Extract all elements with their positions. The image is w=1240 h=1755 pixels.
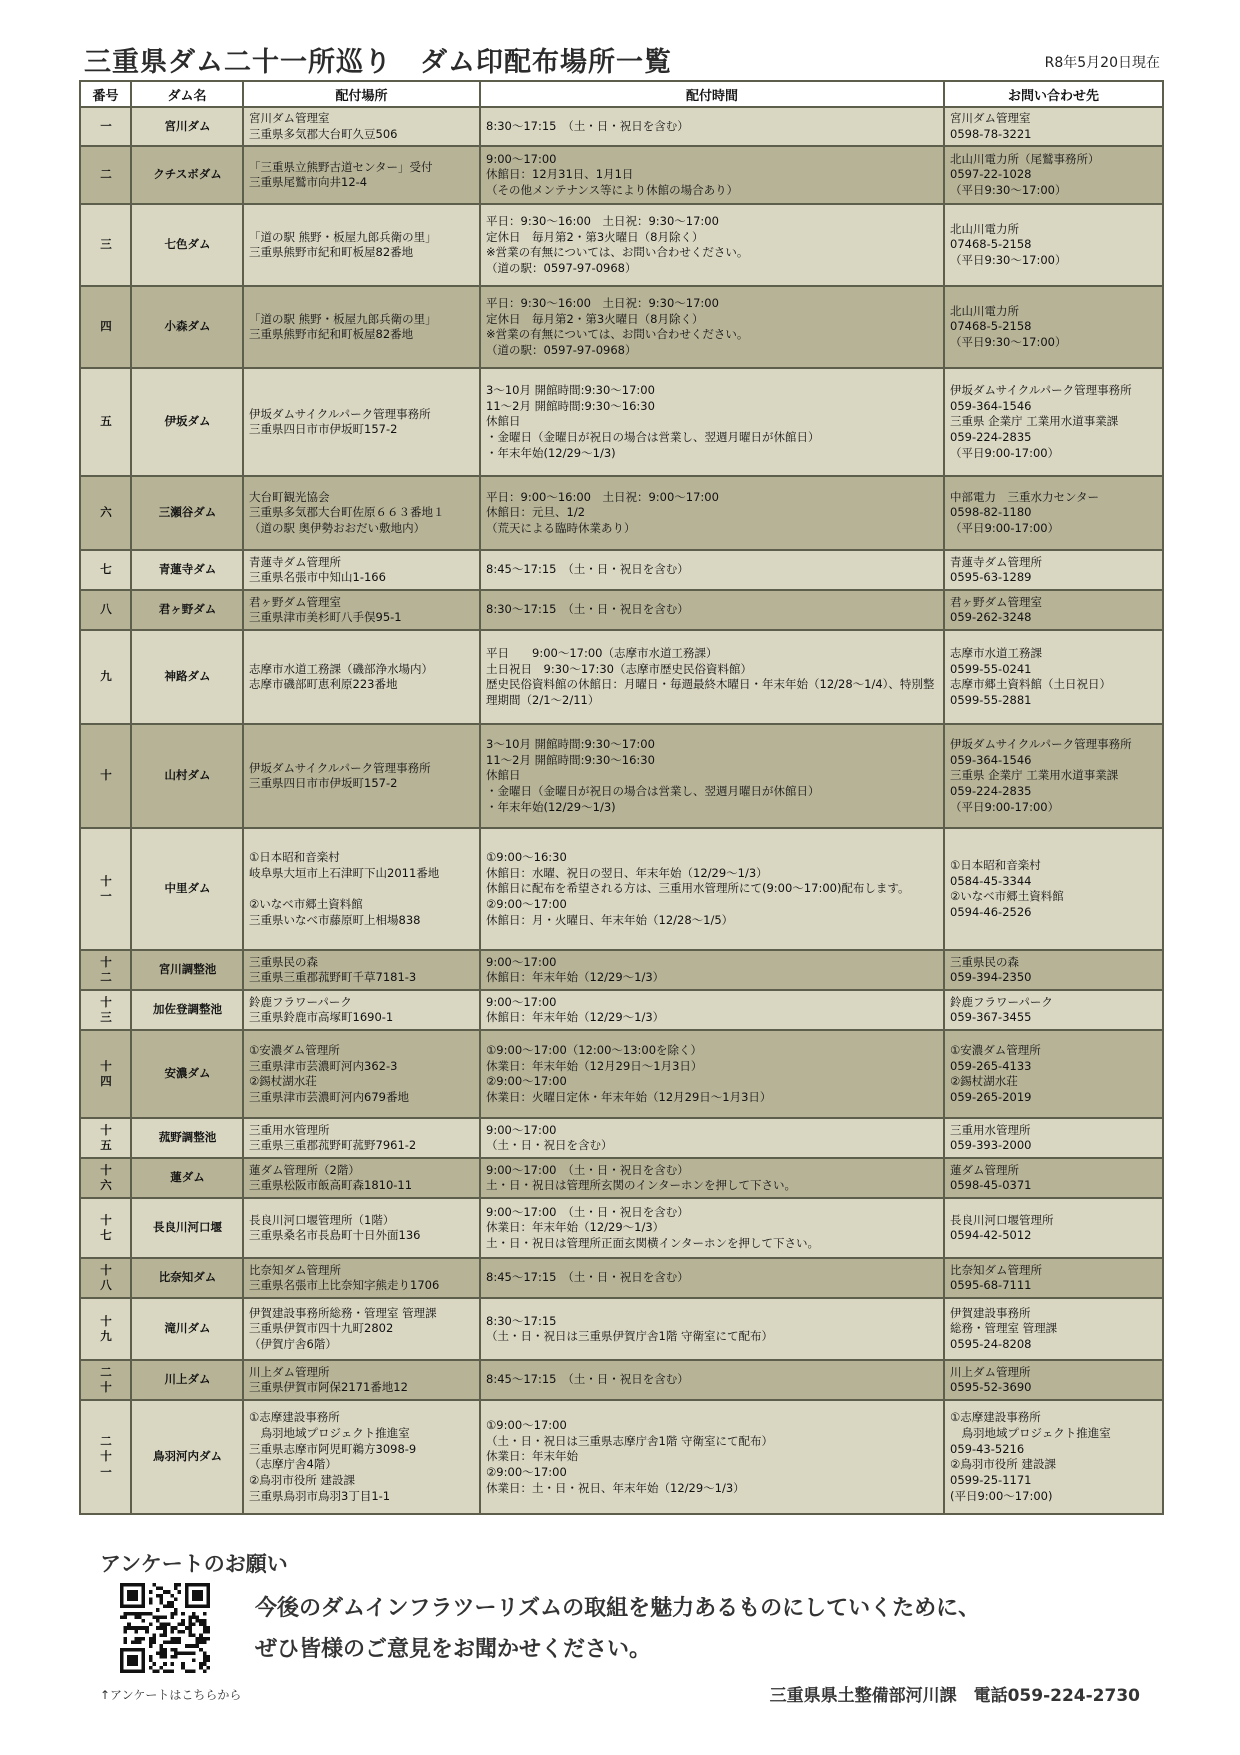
row-place: 伊賀建設事務所総務・管理室 管理課 三重県伊賀市四十九町2802 （伊賀庁舎6階）	[243, 1298, 480, 1360]
row-contact: 比奈知ダム管理所 0595-68-7111	[944, 1258, 1163, 1298]
row-time: 8:45～17:15 （土・日・祝日を含む）	[480, 550, 944, 590]
footer-contact: 三重県県土整備部河川課 電話059-224-2730	[769, 1686, 1140, 1706]
row-contact: 川上ダム管理所 0595-52-3690	[944, 1360, 1163, 1400]
row-contact: 伊坂ダムサイクルパーク管理事務所 059-364-1546 三重県 企業庁 工業用水道事業課 059-224-2835 （平日9:00-17:00）	[944, 724, 1163, 828]
row-place: 志摩市水道工務課（磯部浄水場内） 志摩市磯部町恵利原223番地	[243, 630, 480, 724]
row-time: 9:00～17:00 休館日：年末年始（12/29～1/3）	[480, 990, 944, 1030]
row-place: 鈴鹿フラワーパーク 三重県鈴鹿市高塚町1690-1	[243, 990, 480, 1030]
row-contact: ①安濃ダム管理所 059-265-4133 ②錫杖湖水荘 059-265-2019	[944, 1030, 1163, 1118]
row-place: ①日本昭和音楽村 岐阜県大垣市上石津町下山2011番地 ②いなべ市郷土資料館 三重県いなべ市藤原町上相場838	[243, 828, 480, 950]
row-time: 9:00～17:00 （土・日・祝日を含む）	[480, 1118, 944, 1158]
row-time: 平日：9:30～16:00 土日祝：9:30～17:00 定休日 毎月第2・第3火曜日（8月除く） ※営業の有無については、お問い合わせください。 （道の駅：0597-97-0968）	[480, 204, 944, 286]
table-row	[80, 1360, 1163, 1400]
row-number: 五	[80, 368, 131, 476]
row-dam-name: 三瀬谷ダム	[131, 476, 243, 550]
column-header-place: 配付場所	[243, 81, 480, 107]
table-row	[80, 286, 1163, 368]
row-number: 十	[80, 724, 131, 828]
page-title: 三重県ダム二十一所巡り ダム印配布場所一覧	[84, 47, 672, 78]
row-dam-name: 宮川ダム	[131, 107, 243, 146]
column-header-dam: ダム名	[131, 81, 243, 107]
row-place: 「道の駅 熊野・板屋九郎兵衛の里」 三重県熊野市紀和町板屋82番地	[243, 286, 480, 368]
column-header-contact: お問い合わせ先	[944, 81, 1163, 107]
row-place: 長良川河口堰管理所（1階） 三重県桑名市長島町十日外面136	[243, 1198, 480, 1258]
row-place: 川上ダム管理所 三重県伊賀市阿保2171番地12	[243, 1360, 480, 1400]
row-place: 伊坂ダムサイクルパーク管理事務所 三重県四日市市伊坂町157-2	[243, 368, 480, 476]
row-place: 「三重県立熊野古道センター」受付 三重県尾鷲市向井12-4	[243, 146, 480, 204]
table-header-row	[80, 81, 1163, 107]
row-time: 平日：9:00～16:00 土日祝：9:00～17:00 休館日：元旦、1/2 （荒天による臨時休業あり）	[480, 476, 944, 550]
table-row	[80, 1118, 1163, 1158]
row-dam-name: 川上ダム	[131, 1360, 243, 1400]
row-contact: 宮川ダム管理室 0598-78-3221	[944, 107, 1163, 146]
row-number: 十 六	[80, 1158, 131, 1198]
row-time: 8:30～17:15 （土・日・祝日を含む）	[480, 590, 944, 630]
row-number: 十 八	[80, 1258, 131, 1298]
table-row	[80, 1298, 1163, 1360]
table-row	[80, 724, 1163, 828]
row-time: 3～10月 開館時間:9:30～17:00 11～2月 開館時間:9:30～16:30 休館日 ・金曜日（金曜日が祝日の場合は営業し、翌週月曜日が休館日） ・年末年始(12/29～1/3)	[480, 724, 944, 828]
row-number: 九	[80, 630, 131, 724]
table-row	[80, 107, 1163, 146]
row-dam-name: 菰野調整池	[131, 1118, 243, 1158]
row-number: 四	[80, 286, 131, 368]
row-dam-name: 伊坂ダム	[131, 368, 243, 476]
row-number: 十 四	[80, 1030, 131, 1118]
row-number: 十 五	[80, 1118, 131, 1158]
table-row	[80, 476, 1163, 550]
row-contact: 三重県民の森 059-394-2350	[944, 950, 1163, 990]
row-dam-name: 比奈知ダム	[131, 1258, 243, 1298]
row-time: ①9:00～16:30 休館日：水曜、祝日の翌日、年末年始（12/29～1/3） 休館日に配布を希望される方は、三重用水管理所にて(9:00～17:00)配布します。 ②9:00～17:00 休館日：月・火曜日、年末年始（12/28～1/5）	[480, 828, 944, 950]
row-time: 9:00～17:00 （土・日・祝日を含む） 休業日：年末年始（12/29～1/3） 土・日・祝日は管理所正面玄関横インターホンを押して下さい。	[480, 1198, 944, 1258]
row-contact: ①日本昭和音楽村 0584-45-3344 ②いなべ市郷土資料館 0594-46-2526	[944, 828, 1163, 950]
row-number: 二 十	[80, 1360, 131, 1400]
row-contact: 鈴鹿フラワーパーク 059-367-3455	[944, 990, 1163, 1030]
row-dam-name: 山村ダム	[131, 724, 243, 828]
row-number: 十 三	[80, 990, 131, 1030]
table-row	[80, 368, 1163, 476]
row-contact: 三重用水管理所 059-393-2000	[944, 1118, 1163, 1158]
row-place: 三重用水管理所 三重県三重郡菰野町菰野7961-2	[243, 1118, 480, 1158]
row-time: ①9:00～17:00（12:00～13:00を除く） 休業日：年末年始（12月29日～1月3日） ②9:00～17:00 休業日：火曜日定休・年末年始（12月29日～1月3日）	[480, 1030, 944, 1118]
row-number: 三	[80, 204, 131, 286]
row-number: 二 十 一	[80, 1400, 131, 1514]
row-place: 伊坂ダムサイクルパーク管理事務所 三重県四日市市伊坂町157-2	[243, 724, 480, 828]
row-number: 八	[80, 590, 131, 630]
row-contact: 君ヶ野ダム管理室 059-262-3248	[944, 590, 1163, 630]
column-header-number: 番号	[80, 81, 131, 107]
row-contact: ①志摩建設事務所 鳥羽地域プロジェクト推進室 059-43-5216 ②鳥羽市役所 建設課 0599-25-1171 (平日9:00～17:00)	[944, 1400, 1163, 1514]
row-place: 宮川ダム管理室 三重県多気郡大台町久豆506	[243, 107, 480, 146]
row-number: 七	[80, 550, 131, 590]
row-place: 大台町観光協会 三重県多気郡大台町佐原６６３番地１ （道の駅 奥伊勢おおだい敷地内）	[243, 476, 480, 550]
row-contact: 蓮ダム管理所 0598-45-0371	[944, 1158, 1163, 1198]
row-dam-name: 君ヶ野ダム	[131, 590, 243, 630]
table-row	[80, 990, 1163, 1030]
row-time: 8:45～17:15 （土・日・祝日を含む）	[480, 1360, 944, 1400]
row-number: 十 二	[80, 950, 131, 990]
column-header-time: 配付時間	[480, 81, 944, 107]
row-dam-name: 小森ダム	[131, 286, 243, 368]
row-time: 8:30～17:15 （土・日・祝日を含む）	[480, 107, 944, 146]
table-row	[80, 828, 1163, 950]
row-time: 9:00～17:00 （土・日・祝日を含む） 土・日・祝日は管理所玄関のインターホンを押して下さい。	[480, 1158, 944, 1198]
row-contact: 北山川電力所 07468-5-2158 （平日9:30～17:00）	[944, 204, 1163, 286]
row-number: 十 七	[80, 1198, 131, 1258]
row-dam-name: 鳥羽河内ダム	[131, 1400, 243, 1514]
row-contact: 北山川電力所（尾鷲事務所） 0597-22-1028 （平日9:30～17:00）	[944, 146, 1163, 204]
row-place: 青蓮寺ダム管理所 三重県名張市中知山1-166	[243, 550, 480, 590]
row-contact: 伊賀建設事務所 総務・管理室 管理課 0595-24-8208	[944, 1298, 1163, 1360]
dam-stamp-table	[79, 80, 1164, 1515]
row-dam-name: 青蓮寺ダム	[131, 550, 243, 590]
row-dam-name: 蓮ダム	[131, 1158, 243, 1198]
row-dam-name: 宮川調整池	[131, 950, 243, 990]
qr-code-icon[interactable]	[120, 1583, 210, 1673]
row-place: 蓮ダム管理所（2階） 三重県松阪市飯高町森1810-11	[243, 1158, 480, 1198]
row-contact: 北山川電力所 07468-5-2158 （平日9:30～17:00）	[944, 286, 1163, 368]
row-number: 十 一	[80, 828, 131, 950]
row-time: 9:00～17:00 休館日：12月31日、1月1日 （その他メンテナンス等により休館の場合あり）	[480, 146, 944, 204]
row-time: 平日：9:30～16:00 土日祝：9:30～17:00 定休日 毎月第2・第3火曜日（8月除く） ※営業の有無については、お問い合わせください。 （道の駅：0597-97-0968）	[480, 286, 944, 368]
table-row	[80, 1158, 1163, 1198]
row-time: 9:00～17:00 休館日：年末年始（12/29～1/3）	[480, 950, 944, 990]
row-time: 8:45～17:15 （土・日・祝日を含む）	[480, 1258, 944, 1298]
row-dam-name: 長良川河口堰	[131, 1198, 243, 1258]
row-dam-name: 中里ダム	[131, 828, 243, 950]
table-row	[80, 146, 1163, 204]
row-place: 比奈知ダム管理所 三重県名張市上比奈知字熊走り1706	[243, 1258, 480, 1298]
row-time: ①9:00～17:00 （土・日・祝日は三重県志摩庁舎1階 守衛室にて配布） 休業日：年末年始 ②9:00～17:00 休業日：土・日・祝日、年末年始（12/29～1/3）	[480, 1400, 944, 1514]
row-dam-name: 七色ダム	[131, 204, 243, 286]
row-dam-name: 滝川ダム	[131, 1298, 243, 1360]
table-row	[80, 950, 1163, 990]
table-row	[80, 1198, 1163, 1258]
table-row	[80, 204, 1163, 286]
table-row	[80, 1400, 1163, 1514]
table-row	[80, 630, 1163, 724]
row-contact: 伊坂ダムサイクルパーク管理事務所 059-364-1546 三重県 企業庁 工業用水道事業課 059-224-2835 （平日9:00-17:00）	[944, 368, 1163, 476]
row-contact: 志摩市水道工務課 0599-55-0241 志摩市郷土資料館（土日祝日） 0599-55-2881	[944, 630, 1163, 724]
row-dam-name: 加佐登調整池	[131, 990, 243, 1030]
survey-title: アンケートのお願い	[100, 1552, 288, 1576]
row-time: 3～10月 開館時間:9:30～17:00 11～2月 開館時間:9:30～16:30 休館日 ・金曜日（金曜日が祝日の場合は営業し、翌週月曜日が休館日） ・年末年始(12/29～1/3)	[480, 368, 944, 476]
row-number: 一	[80, 107, 131, 146]
date-label: R8年5月20日現在	[1044, 55, 1160, 71]
row-time: 平日 9:00～17:00（志摩市水道工務課） 土日祝日 9:30～17:30（志摩市歴史民俗資料館） 歴史民俗資料館の休館日：月曜日・毎週最終木曜日・年末年始（12/28～1/4）、特別整理期間（2/1～2/11）	[480, 630, 944, 724]
row-number: 十 九	[80, 1298, 131, 1360]
row-time: 8:30～17:15 （土・日・祝日は三重県伊賀庁舎1階 守衛室にて配布）	[480, 1298, 944, 1360]
qr-caption: ↑アンケートはこちらから	[100, 1688, 242, 1702]
row-place: ①安濃ダム管理所 三重県津市芸濃町河内362-3 ②錫杖湖水荘 三重県津市芸濃町河内679番地	[243, 1030, 480, 1118]
row-contact: 長良川河口堰管理所 0594-42-5012	[944, 1198, 1163, 1258]
table-row	[80, 590, 1163, 630]
row-place: ①志摩建設事務所 鳥羽地域プロジェクト推進室 三重県志摩市阿児町鵜方3098-9 （志摩庁舎4階） ②鳥羽市役所 建設課 三重県鳥羽市鳥羽3丁目1-1	[243, 1400, 480, 1514]
table-row	[80, 550, 1163, 590]
row-number: 六	[80, 476, 131, 550]
table-row	[80, 1030, 1163, 1118]
row-number: 二	[80, 146, 131, 204]
row-dam-name: 安濃ダム	[131, 1030, 243, 1118]
row-dam-name: 神路ダム	[131, 630, 243, 724]
survey-message: 今後のダムインフラツーリズムの取組を魅力あるものにしていくために、 ぜひ皆様のご意見をお聞かせください。	[255, 1596, 981, 1662]
row-place: 三重県民の森 三重県三重郡菰野町千草7181-3	[243, 950, 480, 990]
row-contact: 青蓮寺ダム管理所 0595-63-1289	[944, 550, 1163, 590]
row-place: 君ヶ野ダム管理室 三重県津市美杉町八手俣95-1	[243, 590, 480, 630]
row-dam-name: クチスボダム	[131, 146, 243, 204]
row-contact: 中部電力 三重水力センター 0598-82-1180 （平日9:00-17:00）	[944, 476, 1163, 550]
table-row	[80, 1258, 1163, 1298]
row-place: 「道の駅 熊野・板屋九郎兵衛の里」 三重県熊野市紀和町板屋82番地	[243, 204, 480, 286]
